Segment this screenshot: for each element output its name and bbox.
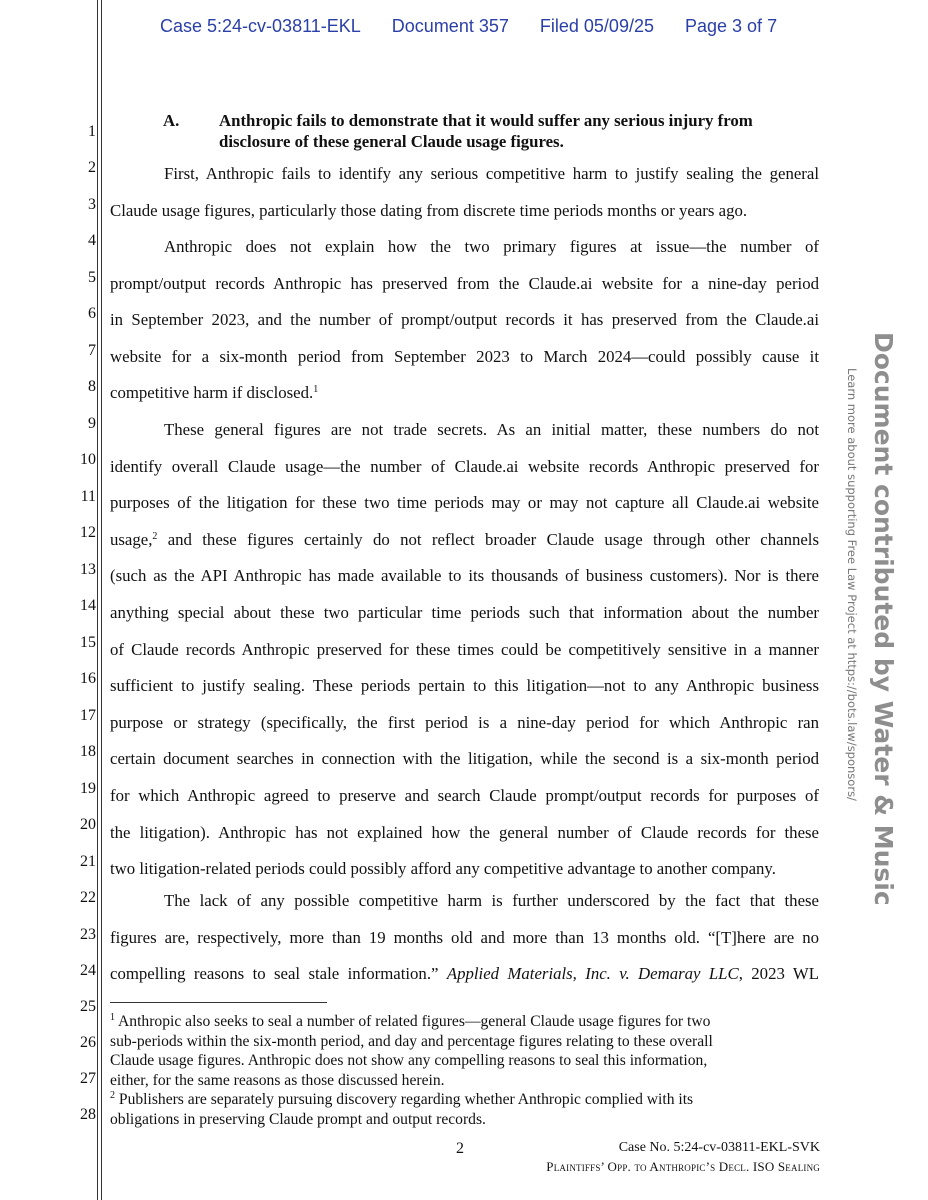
line-number: 9 (88, 415, 96, 432)
line-number: 6 (88, 305, 96, 322)
footer-document-title: Plaintiffs’ Opp. to Anthropic’s Decl. ISO Sealing (546, 1159, 820, 1174)
line-number: 26 (80, 1034, 96, 1051)
ecf-header (160, 16, 777, 37)
line-number: 19 (80, 780, 96, 797)
footnotes (110, 1012, 819, 1130)
text-line: in September 2023, and the number of prompt/output records it has preserved from the Claude.ai (110, 310, 819, 330)
paragraph-1 (110, 156, 819, 229)
text-line: the litigation). Anthropic has not explained how the general number of Claude records for these (110, 822, 819, 842)
footnote-number: 1 (110, 1012, 115, 1023)
line-number: 16 (80, 670, 96, 687)
paragraph-4 (110, 883, 819, 993)
line-number: 8 (88, 378, 96, 395)
section-heading (163, 110, 819, 152)
line-number: 2 (88, 159, 96, 176)
footnote-text: sub-periods within the six-month period, and day and percentage figures relating to these overall (110, 1032, 713, 1050)
text-segment: usage, (110, 529, 153, 549)
footnote-1 (110, 1012, 819, 1032)
header-case: Case 5:24-cv-03811-EKL (160, 16, 361, 36)
line-number: 5 (88, 269, 96, 286)
section-letter: A. (163, 111, 180, 130)
text-line: prompt/output records Anthropic has preserved from the Claude.ai website for a nine-day period (110, 273, 819, 293)
left-margin-rule-1 (97, 0, 98, 1200)
text-line: figures are, respectively, more than 19 months old and more than 13 months old. “[T]here are no (110, 927, 819, 947)
left-margin-rule-2 (101, 0, 102, 1200)
text-line (110, 522, 819, 559)
line-number: 22 (80, 889, 96, 906)
line-number: 17 (80, 707, 96, 724)
footnote-ref-1[interactable]: 1 (313, 384, 319, 396)
line-number: 3 (88, 196, 96, 213)
footnote-number: 2 (110, 1090, 115, 1102)
text-line (110, 956, 819, 993)
line-number: 25 (80, 998, 96, 1015)
text-line: for which Anthropic agreed to preserve and search Claude prompt/output records for purposes of (110, 785, 819, 805)
footnote-text: Anthropic also seeks to seal a number of related figures—general Claude usage figures for two (115, 1013, 711, 1030)
footnote-text: obligations in preserving Claude prompt and output records. (110, 1110, 486, 1128)
header-filed: Filed 05/09/25 (539, 16, 654, 36)
text-line: Anthropic does not explain how the two primary figures at issue—the number of (164, 237, 819, 256)
line-number: 10 (80, 451, 96, 468)
text-segment: , 2023 WL (738, 964, 820, 984)
paragraph-3 (110, 412, 819, 888)
header-document: Document 357 (391, 16, 509, 36)
line-number: 7 (88, 342, 96, 359)
footnote-divider (110, 1002, 327, 1003)
text-line: of Claude records Anthropic preserved for these times could be competitively sensitive in a manner (110, 639, 819, 659)
watermark-sub-text: Learn more about supporting Free Law Project at https://bots.law/sponsors/ (845, 368, 859, 801)
text-line: purpose or strategy (specifically, the first period is a nine-day period for which Anthropic ran (110, 712, 819, 732)
line-number: 13 (80, 561, 96, 578)
text-line: (such as the API Anthropic has made available to its thousands of business customers). Nor is there (110, 566, 819, 586)
footer-case-number: Case No. 5:24-cv-03811-EKL-SVK (618, 1140, 820, 1155)
text-segment: and these figures certainly do not reflect broader Claude usage through other channels (157, 529, 819, 549)
text-line (110, 375, 819, 412)
footnote-ref-2[interactable]: 2 (152, 530, 158, 542)
line-number: 11 (80, 488, 96, 505)
text-line: sufficient to justify sealing. These periods pertain to this litigation—not to any Anthropic business (110, 676, 819, 696)
footnote-2 (110, 1090, 819, 1110)
watermark-sub (839, 368, 859, 828)
watermark (868, 332, 898, 906)
line-number: 18 (80, 743, 96, 760)
line-number: 20 (80, 816, 96, 833)
line-number: 12 (80, 524, 96, 541)
text-line: anything special about these two particular time periods such that information about the number (110, 602, 819, 622)
watermark-main-text: Document contributed by Water & Music (869, 332, 898, 906)
text-line: The lack of any possible competitive harm is further underscored by the fact that these (164, 891, 819, 910)
text-line: two litigation-related periods could possibly afford any competitive advantage to another company. (110, 859, 776, 879)
line-number: 14 (80, 597, 96, 614)
line-number: 24 (80, 962, 96, 979)
text-segment: competitive harm if disclosed. (110, 383, 314, 403)
line-number: 4 (88, 232, 96, 249)
footnote-text: Publishers are separately pursuing discovery regarding whether Anthropic complied with its (115, 1091, 694, 1109)
text-line: identify overall Claude usage—the number of Claude.ai website records Anthropic preserved for (110, 456, 819, 476)
header-page: Page 3 of 7 (685, 16, 778, 36)
footnote-text: either, for the same reasons as those discussed herein. (110, 1071, 445, 1089)
line-number: 23 (80, 926, 96, 943)
page-number: 2 (456, 1140, 464, 1157)
line-number: 15 (80, 634, 96, 651)
section-heading-text: Anthropic fails to demonstrate that it would suffer any serious injury from disclosure of these general Claude usage figures. (219, 111, 753, 151)
text-line: These general figures are not trade secrets. As an initial matter, these numbers do not (164, 420, 819, 439)
text-line: website for a six-month period from September 2023 to March 2024—could possibly cause it (110, 346, 819, 366)
text-line: purposes of the litigation for these two time periods may or may not capture all Claude.ai website (110, 493, 819, 513)
text-segment: compelling reasons to seal stale information.” (110, 964, 447, 984)
footnote-text: Claude usage figures. Anthropic does not show any compelling reasons to seal this information, (110, 1052, 708, 1070)
text-line: First, Anthropic fails to identify any serious competitive harm to justify sealing the general (164, 164, 819, 183)
line-number: 28 (80, 1106, 96, 1123)
line-number: 27 (80, 1070, 96, 1087)
paragraph-2 (110, 229, 819, 412)
text-line: certain document searches in connection with the litigation, while the second is a six-month period (110, 749, 819, 769)
line-number: 21 (80, 853, 96, 870)
text-line: Claude usage figures, particularly those dating from discrete time periods months or years ago. (110, 200, 748, 220)
line-number: 1 (88, 123, 96, 140)
case-citation: Applied Materials, Inc. v. Demaray LLC (446, 964, 739, 984)
